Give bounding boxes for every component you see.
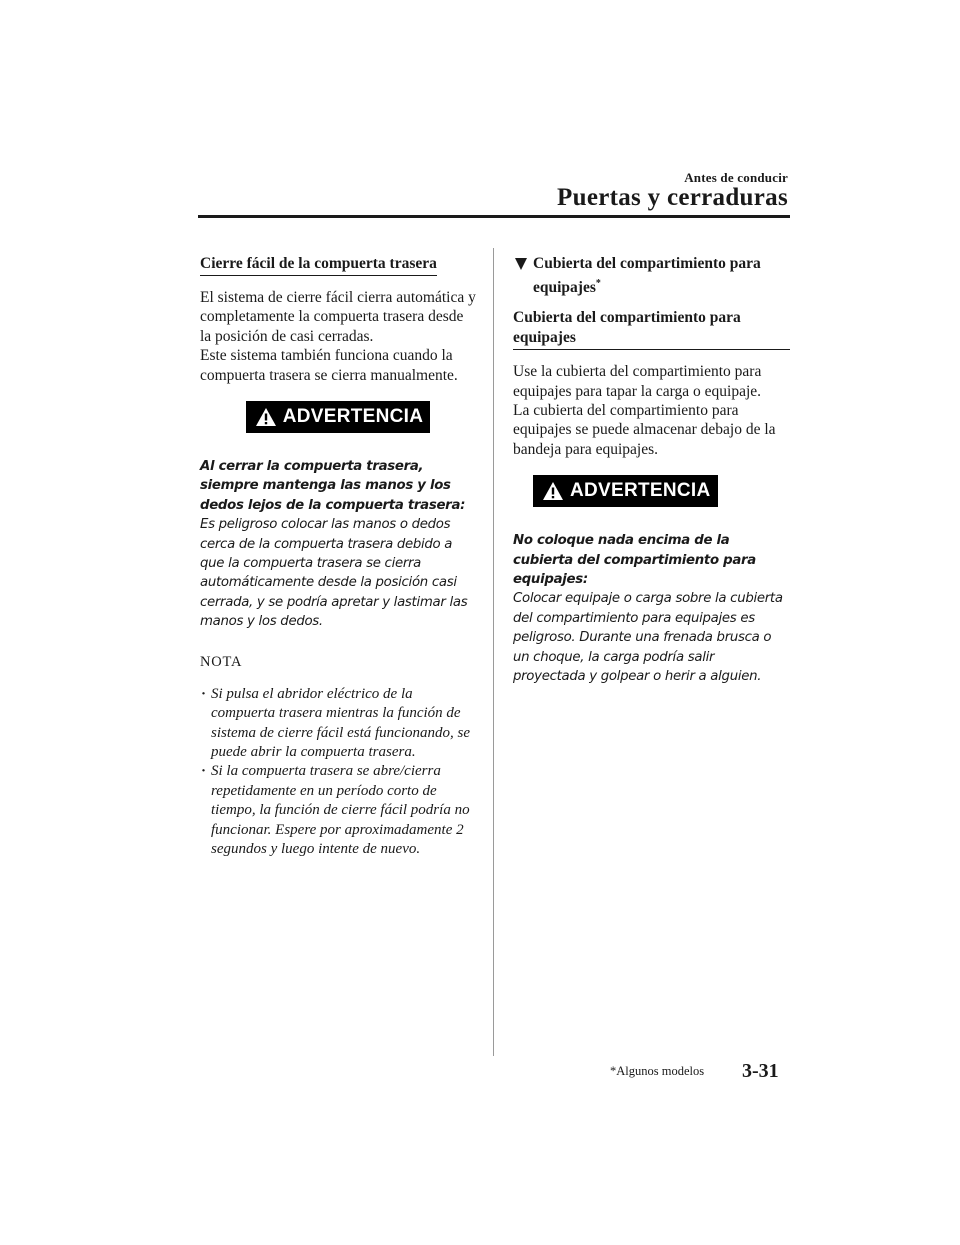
warning-triangle-icon bbox=[542, 481, 564, 501]
paragraph: Este sistema también funciona cuando la compuerta trasera se cierra manualmente. bbox=[200, 347, 458, 384]
paragraph: La cubierta del compartimiento para equipajes se puede almacenar debajo de la bandeja para equipajes. bbox=[513, 401, 776, 458]
warning-bold: No coloque nada encima de la cubierta del compartimiento para equipajes: bbox=[513, 533, 756, 587]
warning-text bbox=[513, 531, 790, 686]
paragraph: Use la cubierta del compartimiento para equipajes para tapar la carga o equipaje. bbox=[513, 363, 762, 400]
warning-label: ADVERTENCIA bbox=[282, 406, 424, 428]
nota-item: · Si pulsa el abridor eléctrico de la compuerta trasera mientras la función de sistema de cierre fácil está funcionando, se puede abrir la compuerta trasera. bbox=[200, 685, 476, 763]
left-column bbox=[200, 254, 476, 859]
warning-body: Colocar equipaje o carga sobre la cubierta del compartimiento para equipajes es peligroso. Durante una frenada brusca o un choque, la carga podría salir proyectada y golpear o herir a alguien. bbox=[513, 591, 783, 685]
footnote-some-models: *Algunos modelos bbox=[610, 1064, 705, 1078]
warning-triangle-icon bbox=[255, 407, 277, 427]
nota-item: · Si la compuerta trasera se abre/cierra repetidamente en un período corto de tiempo, la función de cierre fácil podría no funcionar. Espere por aproximadamente 2 segundos y luego intente de nuevo. bbox=[200, 762, 476, 859]
page-title: Puertas y cerraduras bbox=[557, 184, 788, 211]
section-heading-text: Cubierta del compartimiento para equipajes bbox=[533, 255, 761, 297]
section-heading-mark: * bbox=[595, 278, 601, 289]
right-column bbox=[513, 254, 790, 686]
nota-label: NOTA bbox=[200, 653, 243, 670]
subheading-easy-close: Cierre fácil de la compuerta trasera bbox=[200, 254, 437, 276]
warning-badge bbox=[533, 475, 718, 507]
warning-badge-wrap bbox=[200, 401, 476, 433]
warning-label: ADVERTENCIA bbox=[570, 480, 711, 502]
section-triangle-icon bbox=[515, 258, 527, 270]
warning-badge-wrap bbox=[533, 475, 790, 507]
warning-bold: Al cerrar la compuerta trasera, siempre mantenga las manos y los dedos lejos de la compuerta trasera: bbox=[200, 459, 466, 513]
subheading-cargo-cover: Cubierta del compartimiento para equipajes bbox=[513, 308, 790, 350]
warning-body: Es peligroso colocar las manos o dedos cerca de la compuerta trasera debido a que la compuerta trasera se cierra automáticamente desde la posición casi cerrada, y se podría apretar y lastimar las manos y los dedos. bbox=[200, 517, 468, 630]
column-divider bbox=[493, 248, 494, 1056]
paragraph: El sistema de cierre fácil cierra automática y completamente la compuerta trasera desde la posición de casi cerradas. bbox=[200, 289, 476, 345]
section-heading-cargo-cover bbox=[513, 254, 790, 298]
warning-text bbox=[200, 457, 476, 632]
running-header-section: Antes de conducir bbox=[684, 170, 788, 185]
page-number: 3-31 bbox=[742, 1060, 779, 1082]
header-rule bbox=[198, 215, 790, 218]
nota-list bbox=[200, 685, 476, 860]
warning-badge bbox=[246, 401, 431, 433]
